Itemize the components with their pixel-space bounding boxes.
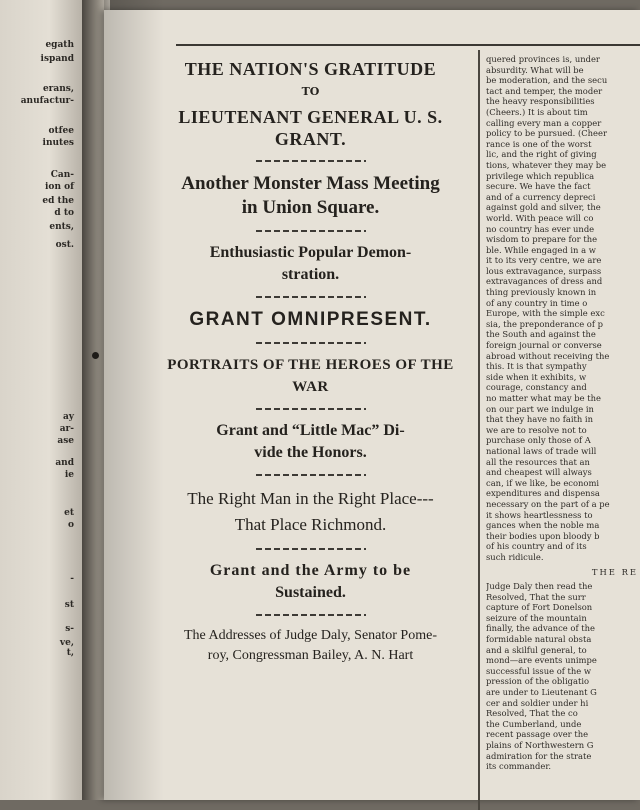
- ink-spot: [92, 352, 99, 359]
- column-line: sia, the preponderance of p: [486, 318, 603, 329]
- column-line: no country has ever unde: [486, 223, 595, 234]
- divider: [256, 614, 366, 616]
- column-line: ble. While engaged in a w: [486, 244, 596, 255]
- left-fragment-text: egath: [45, 40, 74, 50]
- headline-enthusiastic-2: stration.: [281, 266, 340, 283]
- column-line: tact and temper, the moder: [486, 85, 603, 96]
- column-rule: [478, 50, 480, 810]
- column-line: extravagances of dress and: [486, 276, 603, 287]
- headline-right-man-1: The Right Man in the Right Place---: [187, 489, 434, 508]
- section-title: THE RE: [591, 566, 638, 577]
- column-line: seizure of the mountain: [486, 612, 587, 623]
- right-column-text: [486, 54, 638, 800]
- left-fragment-text: ar-: [59, 424, 74, 434]
- column-line: policy to be pursued. (Cheer: [486, 128, 607, 139]
- left-fragment-text: ost.: [55, 240, 74, 250]
- headline-mass-meeting-1: Another Monster Mass Meeting: [181, 173, 440, 194]
- headline-addresses-1: The Addresses of Judge Daly, Senator Pome-: [184, 628, 437, 643]
- newspaper-page: [104, 10, 640, 800]
- headline-army-sustained-1: Grant and the Army to be: [209, 562, 412, 579]
- left-fragment-text: ispand: [40, 54, 74, 64]
- column-line: admiration for the strate: [486, 750, 592, 761]
- column-line: can, if we like, be economi: [486, 477, 600, 488]
- left-fragment-text: ion of: [45, 182, 74, 192]
- column-line: are under to Lieutenant G: [486, 687, 597, 698]
- left-page-fragment: [0, 0, 82, 800]
- divider: [256, 408, 366, 410]
- headline-addresses-2: roy, Congressman Bailey, A. N. Hart: [207, 648, 414, 663]
- column-line: all the resources that an: [486, 456, 590, 467]
- left-fragment-text: s-: [65, 624, 74, 634]
- column-line: side when it exhibits, w: [486, 371, 587, 382]
- left-fragment-text: et: [64, 508, 74, 518]
- column-line: plains of Northwestern G: [486, 740, 594, 750]
- column-line: courage, constancy and: [486, 382, 587, 393]
- divider: [256, 160, 366, 162]
- column-line: that they have no faith in: [486, 414, 593, 425]
- column-line: the Cumberland, unde: [486, 718, 582, 729]
- column-line: quered provinces is, under: [486, 54, 600, 64]
- column-line: abroad without receiving the: [486, 350, 610, 361]
- divider: [256, 548, 366, 550]
- divider: [256, 474, 366, 476]
- left-fragment-text: ay: [62, 412, 74, 422]
- divider: [256, 342, 366, 344]
- left-fragment-text: st: [64, 600, 74, 610]
- column-line: it shows heartlessness to: [486, 509, 593, 520]
- left-fragment-text: o: [67, 520, 74, 530]
- left-fragment-text: inutes: [42, 138, 74, 148]
- left-fragment-text: erans,: [42, 84, 74, 94]
- headline-army-sustained-2: Sustained.: [275, 584, 346, 601]
- left-fragment-text: Can-: [50, 170, 74, 180]
- headline-mass-meeting-2: in Union Square.: [241, 197, 380, 218]
- column-line: their bodies upon bloody b: [486, 530, 600, 541]
- column-line: tions, whatever they may be: [486, 159, 607, 170]
- headline-enthusiastic-1: Enthusiastic Popular Demon-: [209, 244, 412, 261]
- left-fragment-text: otfee: [48, 126, 74, 136]
- column-line: of any country in time o: [486, 297, 588, 308]
- column-line: Resolved, That the surr: [486, 591, 586, 602]
- left-fragment-text: and: [55, 458, 74, 468]
- column-line: this. It is that sympathy: [486, 361, 587, 372]
- left-fragment-text: ie: [64, 470, 74, 480]
- left-fragment-text: t,: [66, 648, 74, 658]
- column-line: world. With peace will co: [486, 212, 594, 223]
- left-fragment-text: d to: [54, 208, 74, 218]
- column-line: Judge Daly then read the: [486, 581, 593, 592]
- column-line: calling every man a copper: [486, 117, 602, 128]
- column-line: capture of Fort Donelson: [486, 602, 593, 613]
- column-line: against gold and silver, the: [486, 202, 601, 213]
- column-line: wisdom to prepare for the: [486, 234, 598, 245]
- column-line: no matter what may be the: [486, 393, 601, 403]
- headline-nations-gratitude: THE NATION'S GRATITUDE: [184, 59, 437, 79]
- headline-grant-omnipresent: GRANT OMNIPRESENT.: [189, 309, 432, 330]
- column-line: cer and soldier under hi: [486, 697, 589, 708]
- column-line: lic, and the right of giving: [486, 149, 597, 160]
- headline-to: TO: [301, 85, 320, 98]
- column-line: recent passage over the: [486, 729, 589, 740]
- divider: [256, 230, 366, 232]
- column-line: the South and against the: [486, 329, 596, 340]
- column-line: expenditures and dispensa: [486, 488, 600, 499]
- column-line: it to its very centre, we are: [486, 255, 602, 266]
- column-line: absurdity. What will be: [486, 64, 584, 75]
- left-fragment-text: -: [70, 574, 74, 584]
- column-line: successful issue of the w: [486, 665, 592, 676]
- column-line: necessary on the part of a pe: [486, 498, 610, 509]
- column-line: formidable natural obsta: [486, 634, 592, 645]
- column-line: rance is one of the worst: [486, 138, 592, 149]
- column-line: secure. We have the fact: [486, 181, 591, 192]
- column-line: we are to resolve not to: [486, 424, 587, 435]
- top-rule: [176, 44, 640, 46]
- column-line: Resolved, That the co: [486, 708, 578, 719]
- left-fragment-text: ve,: [59, 638, 74, 648]
- column-line: finally, the advance of the: [486, 623, 595, 634]
- left-fragment-text: anufactur-: [20, 96, 74, 106]
- column-line: gances when the noble ma: [486, 520, 600, 531]
- column-line: such ridicule.: [486, 551, 544, 562]
- column-line: and cheapest will always: [486, 467, 592, 478]
- column-line: the heavy responsibilities: [486, 96, 595, 107]
- column-line: its commander.: [486, 761, 552, 772]
- headline-stack: [148, 58, 473, 666]
- left-fragment-text: ase: [57, 436, 74, 446]
- headline-right-man-2: That Place Richmond.: [234, 515, 387, 534]
- column-line: be moderation, and the secu: [486, 75, 608, 86]
- column-line: and a skilful general, to: [486, 644, 587, 655]
- headline-lieutenant-general: LIEUTENANT GENERAL U. S. GRANT.: [178, 107, 443, 149]
- headline-little-mac-1: Grant and “Little Mac” Di-: [216, 422, 405, 439]
- column-line: of his country and of its: [486, 541, 587, 552]
- column-line: national laws of trade will: [486, 445, 597, 456]
- column-line: Europe, with the simple exc: [486, 308, 605, 319]
- column-line: thing previously known in: [486, 287, 597, 298]
- headline-little-mac-2: vide the Honors.: [254, 444, 367, 461]
- column-line: on our part we indulge in: [486, 403, 594, 414]
- column-line: foreign journal or converse: [486, 340, 602, 351]
- column-line: lous extravagance, surpass: [486, 265, 602, 276]
- headline-portraits: PORTRAITS OF THE HEROES OF THE WAR: [167, 357, 454, 395]
- column-line: privilege which republica: [486, 170, 595, 181]
- divider: [256, 296, 366, 298]
- column-line: and of a currency depreci: [486, 191, 596, 202]
- column-line: pression of the obligatio: [486, 676, 590, 687]
- left-fragment-text: ents,: [49, 222, 74, 232]
- column-line: mond—are events unimpe: [486, 655, 597, 666]
- left-fragment-text: ed the: [42, 196, 74, 206]
- column-line: purchase only those of A: [486, 435, 591, 446]
- column-line: (Cheers.) It is about tim: [486, 106, 588, 117]
